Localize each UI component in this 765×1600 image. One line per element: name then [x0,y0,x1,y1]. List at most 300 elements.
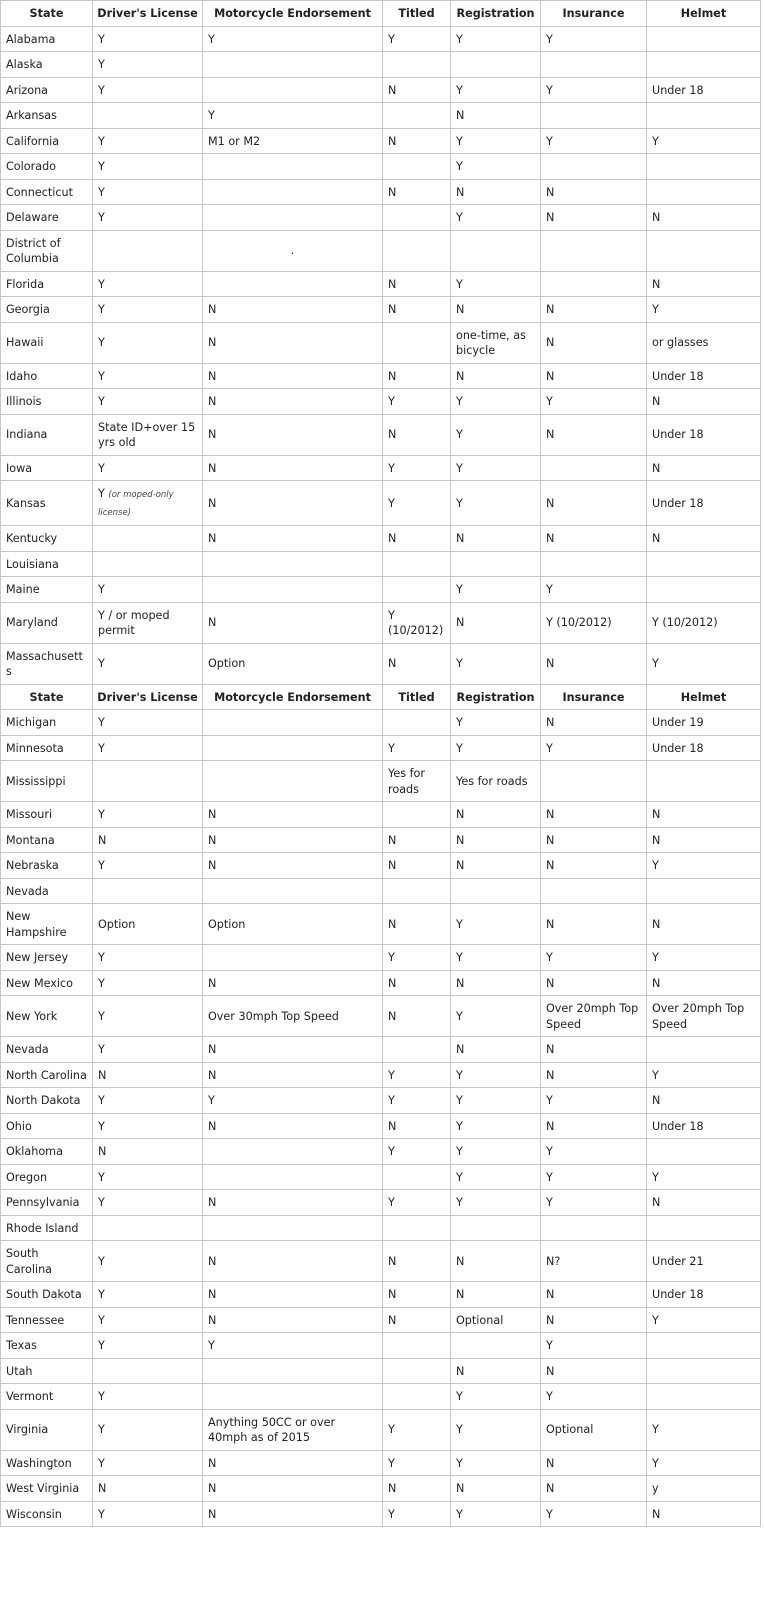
cell-insurance: N [541,205,647,231]
table-row [1,853,761,879]
cell-drivers-license: Y [93,1384,203,1410]
table-row [1,1476,761,1502]
cell-insurance: Y [541,389,647,415]
cell-motorcycle-endorsement: N [203,853,383,879]
cell-helmet: y [647,1476,761,1502]
cell-state: South Dakota [1,1282,93,1308]
cell-insurance: N [541,970,647,996]
cell-helmet: Over 20mph Top Speed [647,996,761,1037]
cell-drivers-license: Y [93,1282,203,1308]
cell-registration: Y [451,577,541,603]
cell-registration: Y [451,945,541,971]
column-header-drivers-license: Driver's License [93,684,203,710]
cell-motorcycle-endorsement [203,577,383,603]
cell-motorcycle-endorsement: N [203,802,383,828]
cell-registration: Y [451,154,541,180]
table-row [1,414,761,455]
cell-insurance: N [541,363,647,389]
cell-titled: Y [383,1450,451,1476]
cell-drivers-license: Option [93,904,203,945]
cell-insurance [541,455,647,481]
dot-mark: . [290,244,295,258]
cell-drivers-license: Y [93,179,203,205]
cell-state: Minnesota [1,735,93,761]
table-row [1,761,761,802]
cell-motorcycle-endorsement [203,1139,383,1165]
cell-registration: Y [451,1384,541,1410]
cell-insurance [541,878,647,904]
cell-titled [383,103,451,129]
cell-drivers-license: State ID+over 15 yrs old [93,414,203,455]
cell-titled: N [383,179,451,205]
cell-motorcycle-endorsement: N [203,1062,383,1088]
cell-motorcycle-endorsement: N [203,1037,383,1063]
cell-motorcycle-endorsement: N [203,297,383,323]
cell-drivers-license: Y [93,1241,203,1282]
cell-motorcycle-endorsement: N [203,455,383,481]
cell-helmet: Under 18 [647,735,761,761]
cell-titled: N [383,271,451,297]
table-row [1,1113,761,1139]
table-row [1,128,761,154]
table-row [1,802,761,828]
cell-titled: Y [383,481,451,526]
column-header-insurance: Insurance [541,1,647,27]
cell-insurance: Y [541,1501,647,1527]
table-row [1,1037,761,1063]
cell-motorcycle-endorsement: Option [203,904,383,945]
cell-registration: Y [451,414,541,455]
cell-state: Illinois [1,389,93,415]
cell-titled: Y [383,1088,451,1114]
cell-registration: N [451,297,541,323]
column-header-motorcycle-endorsement: Motorcycle Endorsement [203,1,383,27]
column-header-state: State [1,1,93,27]
cell-state: Maryland [1,602,93,643]
cell-registration: N [451,1282,541,1308]
cell-drivers-license: Y [93,970,203,996]
cell-drivers-license: Y [93,389,203,415]
cell-drivers-license: Y [93,154,203,180]
cell-drivers-license [93,1358,203,1384]
cell-state: District of Columbia [1,230,93,271]
cell-registration: Y [451,455,541,481]
cell-titled: Y [383,389,451,415]
cell-insurance: Y [541,1190,647,1216]
cell-motorcycle-endorsement: Anything 50CC or over 40mph as of 2015 [203,1409,383,1450]
cell-state: Idaho [1,363,93,389]
cell-helmet [647,1037,761,1063]
table-row [1,643,761,684]
license-note: (or moped-only license) [98,490,174,518]
cell-helmet: Y [647,128,761,154]
table-row [1,602,761,643]
cell-insurance: N [541,1476,647,1502]
table-row [1,878,761,904]
cell-drivers-license: Y [93,1088,203,1114]
cell-helmet: Under 18 [647,1113,761,1139]
cell-registration: Y [451,1450,541,1476]
cell-helmet: N [647,1088,761,1114]
column-header-registration: Registration [451,1,541,27]
cell-registration: N [451,1476,541,1502]
cell-motorcycle-endorsement: N [203,1450,383,1476]
cell-motorcycle-endorsement: N [203,1282,383,1308]
cell-state: Vermont [1,1384,93,1410]
cell-helmet [647,1384,761,1410]
cell-registration: N [451,802,541,828]
table-row [1,1164,761,1190]
cell-registration [451,230,541,271]
cell-insurance: N [541,827,647,853]
cell-titled: N [383,1241,451,1282]
cell-motorcycle-endorsement: Y [203,26,383,52]
cell-titled [383,322,451,363]
cell-state: Indiana [1,414,93,455]
cell-drivers-license: Y [93,945,203,971]
cell-drivers-license: Y [93,996,203,1037]
cell-state: Texas [1,1333,93,1359]
cell-motorcycle-endorsement [203,1384,383,1410]
cell-drivers-license [93,103,203,129]
cell-helmet: N [647,389,761,415]
table-row [1,1190,761,1216]
cell-motorcycle-endorsement: N [203,481,383,526]
cell-registration: Y [451,643,541,684]
cell-insurance: N? [541,1241,647,1282]
cell-registration: Y [451,710,541,736]
cell-motorcycle-endorsement [203,945,383,971]
cell-helmet: Y [647,853,761,879]
cell-titled [383,551,451,577]
cell-motorcycle-endorsement: Option [203,643,383,684]
cell-state: Kansas [1,481,93,526]
cell-motorcycle-endorsement: Y [203,1333,383,1359]
cell-insurance: Y [541,1164,647,1190]
table-row [1,230,761,271]
table-row [1,154,761,180]
cell-state: Arkansas [1,103,93,129]
table-row [1,1062,761,1088]
cell-titled [383,1215,451,1241]
cell-titled [383,1358,451,1384]
header-row [1,1,761,27]
cell-state: Delaware [1,205,93,231]
cell-titled: N [383,853,451,879]
table-row [1,710,761,736]
cell-registration: Y [451,77,541,103]
cell-state: Pennsylvania [1,1190,93,1216]
cell-titled [383,1384,451,1410]
cell-state: Nebraska [1,853,93,879]
cell-state: Rhode Island [1,1215,93,1241]
cell-registration [451,878,541,904]
cell-motorcycle-endorsement: Y [203,1088,383,1114]
table-row [1,52,761,78]
cell-registration: Y [451,1409,541,1450]
cell-registration: N [451,179,541,205]
column-header-drivers-license: Driver's License [93,1,203,27]
cell-insurance [541,52,647,78]
table-row [1,1384,761,1410]
cell-motorcycle-endorsement: N [203,1307,383,1333]
cell-insurance: N [541,853,647,879]
cell-motorcycle-endorsement [203,761,383,802]
cell-state: Mississippi [1,761,93,802]
cell-titled: Y [383,1190,451,1216]
cell-helmet [647,26,761,52]
cell-insurance [541,761,647,802]
cell-motorcycle-endorsement [203,230,383,271]
cell-insurance: Y [541,128,647,154]
table-row [1,455,761,481]
cell-state: Louisiana [1,551,93,577]
cell-drivers-license: N [93,1476,203,1502]
cell-insurance [541,271,647,297]
cell-motorcycle-endorsement [203,77,383,103]
cell-motorcycle-endorsement: N [203,602,383,643]
cell-state: Iowa [1,455,93,481]
cell-motorcycle-endorsement [203,735,383,761]
cell-motorcycle-endorsement: N [203,1190,383,1216]
license-value: Y [98,487,105,500]
cell-titled [383,878,451,904]
cell-registration: Y [451,1088,541,1114]
table-row [1,577,761,603]
cell-drivers-license: Y [93,1190,203,1216]
cell-helmet: Y [647,297,761,323]
cell-state: Massachusetts [1,643,93,684]
cell-state: West Virginia [1,1476,93,1502]
cell-motorcycle-endorsement: N [203,322,383,363]
cell-state: Utah [1,1358,93,1384]
header-row [1,684,761,710]
cell-helmet: Y [647,643,761,684]
cell-insurance: N [541,1062,647,1088]
cell-titled [383,1164,451,1190]
cell-state: Missouri [1,802,93,828]
cell-registration [451,52,541,78]
cell-motorcycle-endorsement [203,271,383,297]
table-row [1,526,761,552]
cell-motorcycle-endorsement [203,551,383,577]
cell-motorcycle-endorsement [203,179,383,205]
cell-registration: Y [451,735,541,761]
cell-registration: Y [451,481,541,526]
cell-titled: N [383,414,451,455]
cell-titled [383,205,451,231]
cell-titled [383,230,451,271]
cell-helmet: or glasses [647,322,761,363]
cell-insurance: N [541,1358,647,1384]
cell-state: Oregon [1,1164,93,1190]
table-row [1,904,761,945]
cell-insurance: N [541,1450,647,1476]
cell-registration: Y [451,26,541,52]
cell-drivers-license: Y [93,802,203,828]
column-header-helmet: Helmet [647,1,761,27]
cell-registration: Y [451,128,541,154]
cell-state: New Jersey [1,945,93,971]
cell-motorcycle-endorsement: N [203,827,383,853]
cell-titled: N [383,1307,451,1333]
cell-insurance: N [541,802,647,828]
table-row [1,1450,761,1476]
cell-helmet: Y [647,1409,761,1450]
cell-motorcycle-endorsement: N [203,1241,383,1282]
cell-insurance [541,103,647,129]
cell-motorcycle-endorsement: Y [203,103,383,129]
table-row [1,551,761,577]
cell-titled: Y [383,1501,451,1527]
cell-drivers-license: Y [93,853,203,879]
cell-drivers-license: Y [93,735,203,761]
cell-helmet: N [647,1190,761,1216]
cell-state: Virginia [1,1409,93,1450]
cell-state: Colorado [1,154,93,180]
cell-motorcycle-endorsement [203,1358,383,1384]
cell-titled: Yes for roads [383,761,451,802]
cell-titled [383,154,451,180]
cell-drivers-license: Y [93,1450,203,1476]
cell-drivers-license: Y [93,1501,203,1527]
cell-titled: Y [383,455,451,481]
cell-state: Michigan [1,710,93,736]
cell-state: Arizona [1,77,93,103]
cell-registration: Y [451,996,541,1037]
cell-drivers-license [93,526,203,552]
cell-insurance: Y (10/2012) [541,602,647,643]
cell-insurance: N [541,643,647,684]
cell-titled: Y [383,26,451,52]
cell-helmet: N [647,1501,761,1527]
cell-titled: N [383,1113,451,1139]
cell-helmet: Y (10/2012) [647,602,761,643]
cell-helmet: Y [647,945,761,971]
cell-motorcycle-endorsement: N [203,970,383,996]
cell-titled [383,1333,451,1359]
cell-state: California [1,128,93,154]
table-row [1,1215,761,1241]
cell-registration: N [451,602,541,643]
cell-state: New York [1,996,93,1037]
table-row [1,297,761,323]
table-row [1,271,761,297]
cell-motorcycle-endorsement [203,878,383,904]
cell-registration: Y [451,205,541,231]
cell-registration: N [451,1358,541,1384]
cell-insurance: N [541,481,647,526]
cell-drivers-license: Y [93,128,203,154]
cell-drivers-license: Y [93,52,203,78]
cell-helmet [647,154,761,180]
cell-drivers-license: Y [93,1409,203,1450]
cell-insurance: N [541,1307,647,1333]
cell-state: Hawaii [1,322,93,363]
table-row [1,1333,761,1359]
cell-motorcycle-endorsement: M1 or M2 [203,128,383,154]
table-row [1,103,761,129]
cell-drivers-license [93,551,203,577]
cell-insurance [541,551,647,577]
cell-titled [383,577,451,603]
cell-motorcycle-endorsement: N [203,1113,383,1139]
cell-insurance: Y [541,1384,647,1410]
cell-helmet [647,551,761,577]
cell-titled [383,52,451,78]
cell-state: Ohio [1,1113,93,1139]
cell-registration: Y [451,1139,541,1165]
table-row [1,363,761,389]
cell-drivers-license: Y [93,297,203,323]
cell-motorcycle-endorsement: Over 30mph Top Speed [203,996,383,1037]
cell-drivers-license: Y [93,322,203,363]
cell-registration [451,551,541,577]
cell-drivers-license: N [93,1062,203,1088]
cell-registration: N [451,827,541,853]
cell-drivers-license: Y [93,363,203,389]
cell-state: New Hampshire [1,904,93,945]
cell-drivers-license [93,230,203,271]
cell-state: Florida [1,271,93,297]
cell-helmet: Under 18 [647,77,761,103]
cell-helmet: Y [647,1062,761,1088]
cell-helmet: Y [647,1450,761,1476]
cell-motorcycle-endorsement [203,154,383,180]
cell-registration: Y [451,1190,541,1216]
cell-helmet: Under 18 [647,363,761,389]
cell-insurance: Y [541,1088,647,1114]
cell-helmet: Under 18 [647,481,761,526]
cell-insurance: N [541,297,647,323]
cell-state: Alaska [1,52,93,78]
cell-registration: Y [451,1113,541,1139]
cell-drivers-license: N [93,827,203,853]
cell-drivers-license: Y [93,710,203,736]
cell-insurance: N [541,904,647,945]
cell-state: Maine [1,577,93,603]
cell-state: North Dakota [1,1088,93,1114]
cell-registration: Yes for roads [451,761,541,802]
column-header-state: State [1,684,93,710]
table-row [1,827,761,853]
cell-registration: N [451,103,541,129]
cell-insurance: N [541,414,647,455]
cell-motorcycle-endorsement: N [203,1501,383,1527]
column-header-registration: Registration [451,684,541,710]
cell-insurance: Y [541,26,647,52]
cell-titled: N [383,77,451,103]
cell-helmet: N [647,526,761,552]
cell-state: New Mexico [1,970,93,996]
column-header-titled: Titled [383,684,451,710]
cell-titled: N [383,970,451,996]
cell-titled: N [383,128,451,154]
cell-registration: Optional [451,1307,541,1333]
cell-helmet: Y [647,1164,761,1190]
cell-registration: N [451,1241,541,1282]
cell-helmet: Y [647,1307,761,1333]
cell-drivers-license: Y [93,1164,203,1190]
table-row [1,945,761,971]
cell-titled: Y [383,1409,451,1450]
cell-drivers-license: Y [93,1037,203,1063]
cell-state: Tennessee [1,1307,93,1333]
table-row [1,322,761,363]
cell-state: Kentucky [1,526,93,552]
cell-helmet: N [647,904,761,945]
cell-insurance: Y [541,77,647,103]
